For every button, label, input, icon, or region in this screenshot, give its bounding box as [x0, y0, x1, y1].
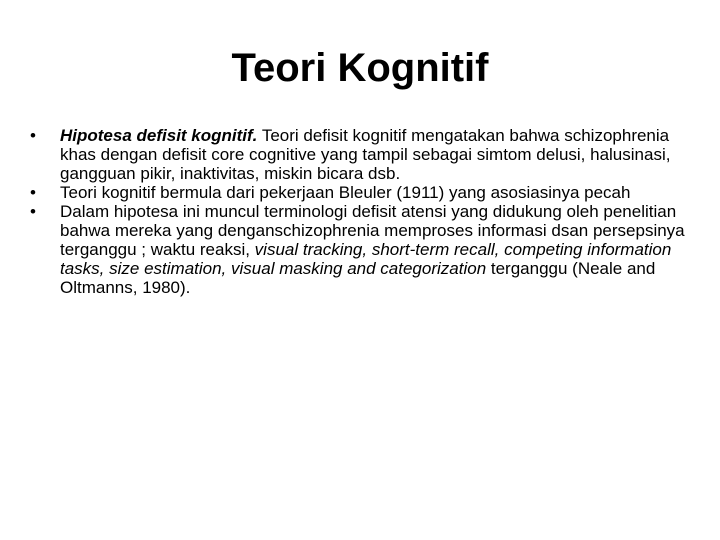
slide-title: Teori Kognitif — [231, 46, 489, 90]
bullet-text: Teori defisit kognitif mengatakan bahwa schizophrenia khas dengan defisit core cognitive yang tampil sebagai simtom delusi, halusinasi, gangguan pikir, inaktivitas, miskin bicara dsb. — [60, 126, 671, 183]
bullet-text: Dalam hipotesa ini muncul terminologi defisit atensi yang didukung oleh penelitian bahwa mereka yang denganschizophrenia memproses informasi dsan persepsinya terganggu ; waktu reaksi, — [60, 202, 685, 259]
bullet-mark: • — [30, 183, 36, 202]
bullet-list — [26, 126, 694, 297]
bullet-tail-text: terganggu (Neale and Oltmanns, 1980). — [60, 259, 656, 297]
bullet-lead: Hipotesa defisit kognitif. — [60, 126, 258, 145]
list-item — [26, 126, 694, 183]
list-item — [26, 202, 694, 297]
list-item — [26, 183, 694, 202]
bullet-text: Teori kognitif bermula dari pekerjaan Bleuler (1911) yang asosiasinya pecah — [60, 183, 631, 202]
bullet-mark: • — [30, 202, 36, 221]
bullet-mark: • — [30, 126, 36, 145]
bullet-italic-text: visual tracking, short-term recall, competing information tasks, size estimation, visual masking and categorization — [60, 240, 672, 278]
